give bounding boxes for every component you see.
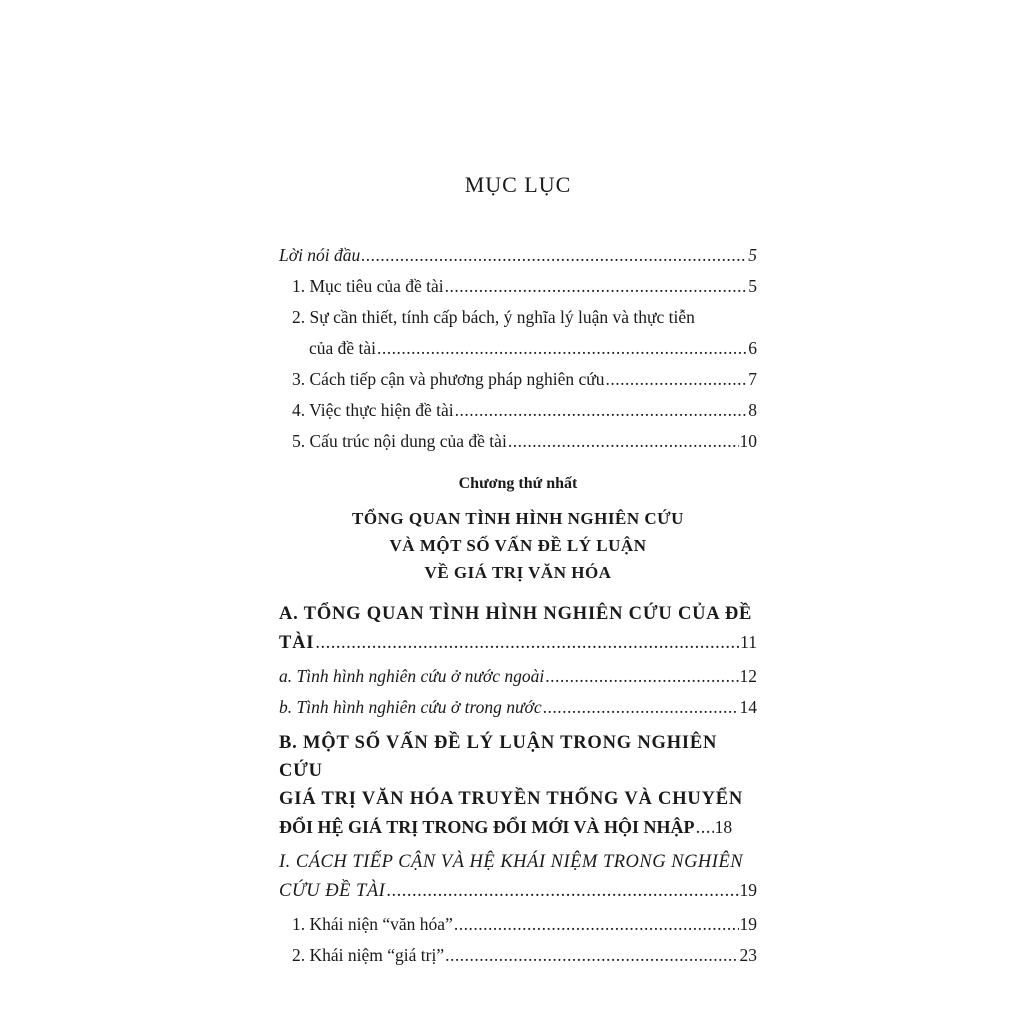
toc-entry bbox=[279, 692, 757, 723]
section-a-line1: A. TỔNG QUAN TÌNH HÌNH NGHIÊN CỨU CỦA ĐỀ bbox=[279, 604, 753, 624]
page-title: MỤC LỤC bbox=[464, 172, 572, 197]
chapter-title-line: TỔNG QUAN TÌNH HÌNH NGHIÊN CỨU bbox=[352, 509, 684, 528]
toc-entry-label: 1. Mục tiêu của đề tài bbox=[292, 276, 444, 296]
toc-entry-page: 10 bbox=[739, 431, 757, 451]
toc-entry bbox=[279, 395, 757, 426]
toc-entry-page: 7 bbox=[748, 369, 757, 389]
toc-entry bbox=[279, 271, 757, 302]
leader-dots bbox=[361, 240, 747, 271]
leader-dots bbox=[386, 877, 738, 905]
toc-entry-label: 1. Khái niện “văn hóa” bbox=[292, 914, 453, 934]
section-b-line1: B. MỘT SỐ VẤN ĐỀ LÝ LUẬN TRONG NGHIÊN CỨU bbox=[279, 733, 718, 781]
leader-dots bbox=[543, 692, 739, 723]
toc-entry-page: 14 bbox=[739, 697, 757, 717]
section-b-line2: GIÁ TRỊ VĂN HÓA TRUYỀN THỐNG VÀ CHUYỂN bbox=[279, 789, 744, 809]
toc-entry-line1: 2. Sự cần thiết, tính cấp bách, ý nghĩa lý luận và thực tiễn bbox=[292, 307, 695, 327]
toc-entry-label: b. Tình hình nghiên cứu ở trong nước bbox=[279, 697, 542, 717]
toc-entry-label: 2. Khái niệm “giá trị” bbox=[292, 945, 445, 965]
toc-entry bbox=[279, 909, 757, 940]
toc-entry-page: 19 bbox=[739, 880, 757, 900]
toc-entry bbox=[279, 426, 757, 457]
toc-entry-label: 5. Cấu trúc nội dung của đề tài bbox=[292, 431, 507, 451]
toc-entry-page: 18 bbox=[714, 817, 733, 837]
toc-entry-label: 3. Cách tiếp cận và phương pháp nghiên cứu bbox=[292, 369, 605, 389]
leader-dots bbox=[445, 940, 738, 971]
toc-entry-page: 5 bbox=[748, 245, 757, 265]
toc-entry-page: 6 bbox=[748, 338, 757, 358]
toc-entry-section-b bbox=[279, 813, 757, 842]
chapter-title bbox=[279, 505, 757, 586]
toc-entry-label: TÀI bbox=[279, 633, 315, 653]
toc-entry-section-i bbox=[279, 876, 757, 905]
toc-entry bbox=[279, 364, 757, 395]
section-i-line1: I. CÁCH TIẾP CẬN VÀ HỆ KHÁI NIỆM TRONG NGHIÊN bbox=[279, 852, 744, 872]
chapter-title-line: VỀ GIÁ TRỊ VĂN HÓA bbox=[424, 563, 612, 582]
toc-entry-label: a. Tình hình nghiên cứu ở nước ngoài bbox=[279, 666, 545, 686]
toc-entry-section-a bbox=[279, 628, 757, 657]
leader-dots bbox=[696, 814, 714, 842]
leader-dots bbox=[454, 909, 739, 940]
leader-dots bbox=[377, 333, 747, 364]
toc-entry bbox=[279, 333, 757, 364]
toc-entry-page: 12 bbox=[739, 666, 757, 686]
toc-entry-label: CỨU ĐỀ TÀI bbox=[279, 881, 386, 901]
toc-entry-page: 23 bbox=[739, 945, 757, 965]
toc-entry-page: 5 bbox=[748, 276, 757, 296]
toc-entry bbox=[279, 661, 757, 692]
leader-dots bbox=[455, 395, 748, 426]
toc-entry-label: của đề tài bbox=[309, 338, 377, 358]
toc-entry-label: ĐỔI HỆ GIÁ TRỊ TRONG ĐỔI MỚI VÀ HỘI NHẬP bbox=[279, 817, 695, 837]
leader-dots bbox=[445, 271, 748, 302]
toc-entry-page: 11 bbox=[740, 632, 757, 652]
leader-dots bbox=[606, 364, 748, 395]
toc-entry-preface bbox=[279, 240, 757, 271]
table-of-contents bbox=[279, 170, 757, 971]
chapter-title-line: VÀ MỘT SỐ VẤN ĐỀ LÝ LUẬN bbox=[389, 536, 647, 555]
toc-entry-label: Lời nói đầu bbox=[279, 245, 361, 265]
toc-entry-label: 4. Việc thực hiện đề tài bbox=[292, 400, 454, 420]
leader-dots bbox=[545, 661, 738, 692]
chapter-label: Chương thứ nhất bbox=[458, 475, 578, 492]
toc-entry-page: 8 bbox=[748, 400, 757, 420]
leader-dots bbox=[315, 629, 739, 657]
toc-entry-page: 19 bbox=[739, 914, 757, 934]
toc-entry bbox=[279, 940, 757, 971]
leader-dots bbox=[508, 426, 739, 457]
